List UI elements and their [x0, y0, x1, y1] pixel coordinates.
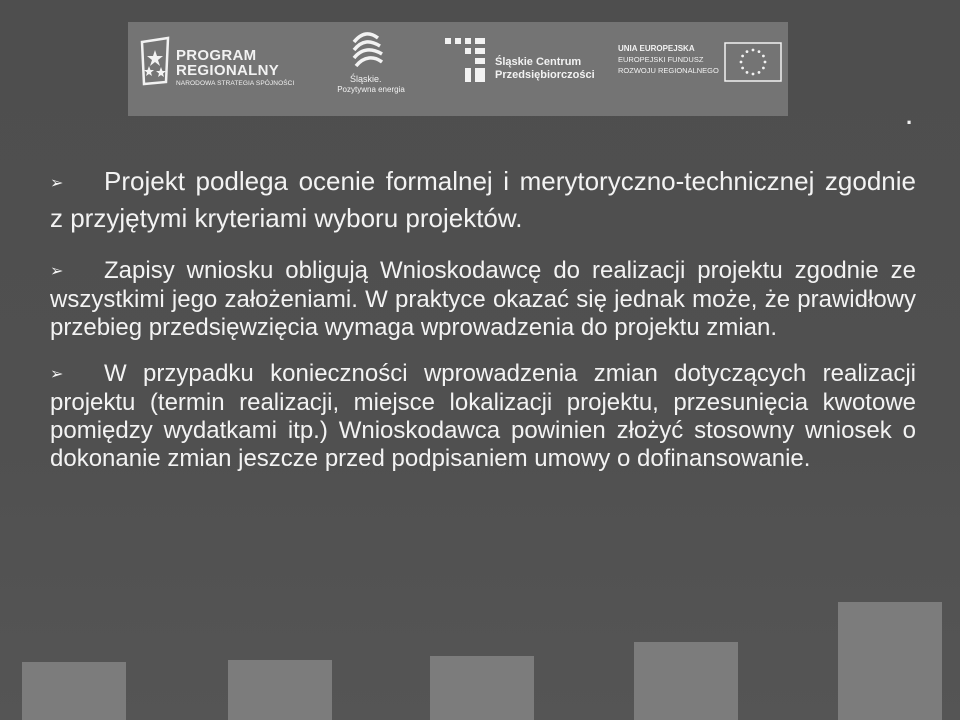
- paragraph-2-text: Zapisy wniosku obligują Wnioskodawcę do realizacji projektu zgodnie ze wszystkimi jego założeniami. W praktyce okazać się jednak może, że prawidłowy przebieg przedsięwzięcia wymaga wprowadzenia do projektu zmian.: [50, 257, 916, 341]
- logo-banner: [128, 22, 788, 116]
- corner-mark: .: [906, 104, 913, 129]
- centrum-logo-line1: Śląskie Centrum: [495, 56, 582, 68]
- bullet-arrow-icon: ➢: [50, 175, 64, 192]
- program-regionalny-logo: [138, 36, 313, 102]
- slaskie-tagline: Pozytywna energia: [337, 85, 405, 94]
- paragraph-2: [50, 257, 916, 342]
- centrum-grid-icon: [443, 36, 493, 86]
- decor-bar: [430, 656, 534, 720]
- paragraph-3-text: W przypadku konieczności wprowadzenia zmian dotyczących realizacji projektu (termin realizacji, miejsce lokalizacji projektu, przesunięcia kwotowe pomiędzy wydatkami itp.) Wnioskodawca powinien złożyć stosowny wniosek o dokonanie zmian jeszcze przed podpisaniem umowy o dofinansowanie.: [50, 360, 916, 472]
- program-regionalny-icon: [138, 36, 172, 86]
- program-logo-line2: REGIONALNY: [176, 62, 280, 79]
- centrum-przedsiebiorczosci-logo: [443, 36, 595, 96]
- paragraph-1-text: Projekt podlega ocenie formalnej i merytoryczno-technicznej zgodnie z przyjętymi kryteriami wyboru projektów.: [50, 166, 916, 233]
- bullet-arrow-icon: ➢: [50, 263, 64, 280]
- eu-logo-line3: ROZWOJU REGIONALNEGO: [618, 66, 719, 75]
- eu-flag-icon: [724, 42, 782, 82]
- eu-logo: [596, 42, 786, 98]
- decor-bar: [228, 660, 332, 720]
- paragraph-3: [50, 360, 916, 473]
- slide-content: [50, 164, 916, 473]
- slaskie-wave-icon: [348, 30, 388, 72]
- eu-logo-line2: EUROPEJSKI FUNDUSZ: [618, 55, 704, 64]
- decor-bar: [634, 642, 738, 720]
- decor-bar: [22, 662, 126, 720]
- program-logo-line3: NARODOWA STRATEGIA SPÓJNOŚCI: [176, 80, 295, 87]
- decor-bar: [838, 602, 942, 720]
- bullet-arrow-icon: ➢: [50, 366, 64, 383]
- paragraph-1: [50, 164, 916, 235]
- centrum-logo-line2: Przedsiębiorczości: [495, 69, 595, 81]
- program-logo-line1: PROGRAM: [176, 47, 257, 64]
- eu-logo-line1: UNIA EUROPEJSKA: [618, 44, 695, 53]
- slaskie-logo: [326, 30, 411, 106]
- slaskie-name: Śląskie.: [350, 74, 382, 84]
